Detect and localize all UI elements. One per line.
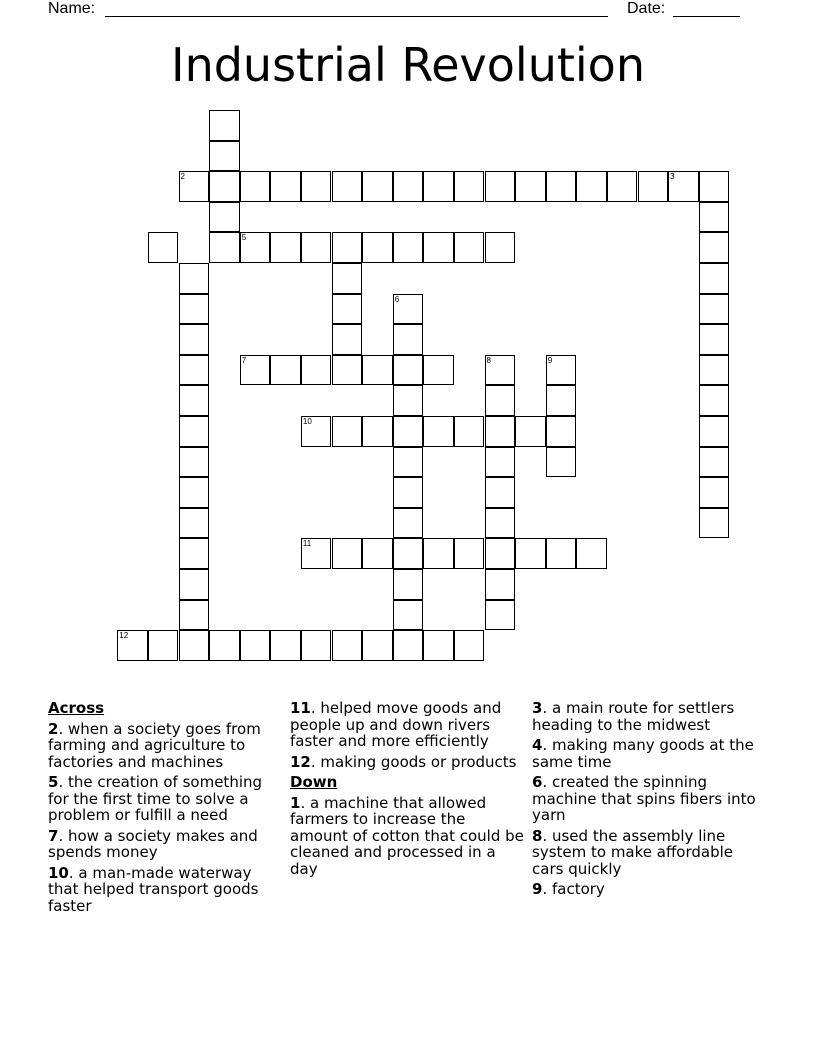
grid-cell[interactable] — [423, 416, 454, 447]
clue-number: 9 — [547, 355, 553, 365]
clue-number: 10 — [302, 417, 312, 426]
grid-cell[interactable] — [270, 171, 301, 202]
grid-cell[interactable] — [301, 538, 332, 569]
grid-cell[interactable] — [179, 385, 210, 416]
grid-cell[interactable] — [332, 538, 363, 569]
name-label: Name: — [48, 0, 96, 17]
grid-cell[interactable] — [179, 630, 210, 661]
clue-item-text: the creation of something for the first time to solve a problem or fulfill a need — [48, 773, 263, 824]
grid-cell[interactable] — [332, 416, 363, 447]
grid-cell[interactable] — [607, 171, 638, 202]
clue-number: 8 — [486, 355, 491, 365]
grid-cell[interactable] — [423, 630, 454, 661]
grid-cell[interactable] — [148, 232, 179, 263]
grid-cell[interactable] — [179, 416, 210, 447]
grid-cell[interactable] — [576, 538, 607, 569]
clue-item-number: 4 — [532, 736, 543, 754]
grid-cell[interactable] — [240, 630, 271, 661]
clue-item-text: making many goods at the same time — [532, 736, 754, 771]
clue-item-number: 12 — [290, 752, 311, 771]
grid-cell[interactable] — [699, 447, 730, 478]
grid-cell[interactable] — [117, 630, 148, 661]
grid-cell[interactable] — [699, 202, 730, 233]
grid-cell[interactable] — [240, 171, 271, 202]
grid-cell[interactable] — [699, 416, 730, 447]
grid-cell[interactable] — [546, 538, 577, 569]
grid-cell[interactable] — [179, 508, 210, 539]
grid-cell[interactable] — [209, 202, 240, 233]
clue-item: 4. making many goods at the same time — [532, 736, 754, 771]
grid-cell[interactable] — [485, 447, 516, 478]
down-heading: Down — [290, 773, 338, 791]
grid-cell[interactable] — [393, 477, 424, 508]
clue-item-number: 2 — [48, 719, 59, 738]
grid-cell[interactable] — [423, 355, 454, 386]
clue-item-text: making goods or products — [320, 752, 517, 771]
grid-cell[interactable] — [179, 171, 210, 202]
grid-cell[interactable] — [362, 538, 393, 569]
clue-item: 1. a machine that allowed farmers to increase the amount of cotton that could be cleaned and processed in a day — [290, 793, 524, 878]
clue-item-number: 7 — [48, 826, 59, 845]
grid-cell[interactable] — [332, 294, 363, 325]
grid-cell[interactable] — [209, 171, 240, 202]
clue-item-number: 9 — [532, 880, 543, 898]
clues-column-3 — [532, 700, 762, 902]
grid-cell[interactable] — [393, 294, 424, 325]
clue-item-text: created the spinning machine that spins fibers into yarn — [532, 773, 756, 824]
grid-cell[interactable] — [209, 232, 240, 263]
grid-cell[interactable] — [423, 232, 454, 263]
grid-cell[interactable] — [546, 416, 577, 447]
grid-cell[interactable] — [515, 171, 546, 202]
grid-cell[interactable] — [485, 385, 516, 416]
clue-item: 11. helped move goods and people up and down rivers faster and more efficiently — [290, 699, 502, 750]
clue-item-number: 6 — [532, 773, 543, 791]
clue-item-number: 11 — [290, 699, 311, 717]
grid-cell[interactable] — [148, 630, 179, 661]
grid-cell[interactable] — [393, 538, 424, 569]
clue-item: 7. how a society makes and spends money — [48, 826, 258, 861]
clue-item: 10. a man-made waterway that helped transport goods faster — [48, 863, 259, 915]
clue-item-text: factory — [551, 880, 605, 898]
grid-cell[interactable] — [546, 385, 577, 416]
clues-column-2 — [290, 700, 524, 881]
grid-cell[interactable] — [546, 171, 577, 202]
grid-cell[interactable] — [393, 630, 424, 661]
clue-item-text: how a society makes and spends money — [48, 826, 258, 861]
grid-cell[interactable] — [393, 447, 424, 478]
grid-cell[interactable] — [638, 171, 669, 202]
grid-cell[interactable] — [393, 232, 424, 263]
page-title: Industrial Revolution — [171, 38, 645, 92]
grid-cell[interactable] — [179, 538, 210, 569]
clue-number: 5 — [241, 233, 247, 243]
clue-item-text: a machine that allowed farmers to increase the amount of cotton that could be cleaned and processed in a day — [290, 793, 524, 878]
grid-cell[interactable] — [362, 171, 393, 202]
across-clue-list — [48, 721, 286, 915]
grid-cell[interactable] — [699, 232, 730, 263]
grid-cell[interactable] — [699, 324, 730, 355]
clue-item-text: when a society goes from farming and agriculture to factories and machines — [48, 719, 261, 771]
grid-cell[interactable] — [301, 630, 332, 661]
grid-cell[interactable] — [332, 324, 363, 355]
grid-cell[interactable] — [301, 232, 332, 263]
grid-cell[interactable] — [393, 171, 424, 202]
clue-item: 3. a main route for settlers heading to the midwest — [532, 699, 735, 734]
across-heading: Across — [48, 699, 105, 717]
grid-cell[interactable] — [270, 232, 301, 263]
grid-cell[interactable] — [332, 263, 363, 294]
grid-cell[interactable] — [485, 355, 516, 386]
grid-cell[interactable] — [179, 600, 210, 631]
grid-cell[interactable] — [393, 600, 424, 631]
down-clue-list-continued — [532, 700, 762, 898]
grid-cell[interactable] — [301, 355, 332, 386]
grid-cell[interactable] — [362, 355, 393, 386]
grid-cell[interactable] — [699, 355, 730, 386]
grid-cell[interactable] — [485, 508, 516, 539]
grid-cell[interactable] — [485, 600, 516, 631]
grid-cell[interactable] — [301, 171, 332, 202]
grid-cell[interactable] — [454, 630, 485, 661]
grid-cell[interactable] — [179, 477, 210, 508]
clue-item-number: 3 — [532, 699, 543, 717]
grid-cell[interactable] — [332, 171, 363, 202]
grid-cell[interactable] — [699, 508, 730, 539]
grid-cell[interactable] — [209, 141, 240, 172]
grid-cell[interactable] — [240, 232, 271, 263]
grid-cell[interactable] — [423, 171, 454, 202]
grid-cell[interactable] — [546, 355, 577, 386]
clue-item-number: 8 — [532, 826, 543, 845]
clue-item-number: 10 — [48, 863, 69, 882]
clue-number: 7 — [241, 355, 247, 365]
grid-cell[interactable] — [332, 630, 363, 661]
grid-cell[interactable] — [179, 263, 210, 294]
clue-item-text: a main route for settlers heading to the midwest — [532, 699, 735, 734]
down-clue-list — [290, 795, 524, 878]
grid-cell[interactable] — [423, 538, 454, 569]
grid-cell[interactable] — [454, 416, 485, 447]
clue-number: 11 — [302, 539, 312, 549]
grid-cell[interactable] — [209, 630, 240, 661]
clue-item: 6. created the spinning machine that spins fibers into yarn — [532, 773, 756, 824]
grid-cell[interactable] — [301, 416, 332, 447]
grid-cell[interactable] — [362, 232, 393, 263]
grid-cell[interactable] — [485, 416, 516, 447]
grid-cell[interactable] — [270, 355, 301, 386]
grid-cell[interactable] — [485, 569, 516, 600]
grid-cell[interactable] — [362, 630, 393, 661]
grid-cell[interactable] — [515, 538, 546, 569]
clues-column-1 — [48, 700, 286, 918]
across-clue-list-continued — [290, 700, 524, 770]
grid-cell[interactable] — [485, 477, 516, 508]
clue-item-text: a man-made waterway that helped transport goods faster — [48, 863, 259, 915]
grid-cell[interactable] — [699, 477, 730, 508]
grid-cell[interactable] — [576, 171, 607, 202]
grid-cell[interactable] — [485, 171, 516, 202]
clue-item: 9. factory — [532, 880, 605, 898]
grid-cell[interactable] — [699, 171, 730, 202]
grid-cell[interactable] — [668, 171, 699, 202]
clue-item: 5. the creation of something for the first time to solve a problem or fulfill a need — [48, 773, 263, 824]
clue-number: 12 — [119, 631, 129, 641]
clue-item-number: 5 — [48, 773, 59, 791]
grid-cell[interactable] — [209, 110, 240, 141]
grid-cell[interactable] — [362, 416, 393, 447]
grid-cell[interactable] — [546, 447, 577, 478]
grid-cell[interactable] — [699, 294, 730, 325]
clue-item-text: helped move goods and people up and down rivers faster and more efficiently — [290, 699, 502, 750]
clue-number: 2 — [180, 172, 185, 182]
clue-item-number: 1 — [290, 793, 301, 812]
grid-cell[interactable] — [393, 416, 424, 447]
clue-item: 8. used the assembly line system to make affordable cars quickly — [532, 826, 734, 878]
clue-item: 12. making goods or products — [290, 752, 517, 771]
grid-cell[interactable] — [485, 538, 516, 569]
grid-cell[interactable] — [393, 324, 424, 355]
grid-cell[interactable] — [240, 355, 271, 386]
grid-cell[interactable] — [699, 385, 730, 416]
grid-cell[interactable] — [179, 569, 210, 600]
grid-cell[interactable] — [270, 630, 301, 661]
grid-cell[interactable] — [179, 294, 210, 325]
grid-cell[interactable] — [699, 263, 730, 294]
date-label: Date: — [627, 0, 666, 17]
clue-number: 6 — [394, 294, 400, 304]
grid-cell[interactable] — [179, 447, 210, 478]
grid-cell[interactable] — [515, 416, 546, 447]
grid-cell[interactable] — [332, 232, 363, 263]
clue-item: 2. when a society goes from farming and agriculture to factories and machines — [48, 719, 261, 771]
grid-cell[interactable] — [332, 355, 363, 386]
grid-cell[interactable] — [393, 355, 424, 386]
grid-cell[interactable] — [485, 232, 516, 263]
grid-cell[interactable] — [454, 538, 485, 569]
grid-cell[interactable] — [454, 232, 485, 263]
grid-cell[interactable] — [179, 355, 210, 386]
grid-cell[interactable] — [454, 171, 485, 202]
grid-cell[interactable] — [393, 508, 424, 539]
grid-cell[interactable] — [393, 385, 424, 416]
grid-cell[interactable] — [179, 324, 210, 355]
clue-item-text: used the assembly line system to make affordable cars quickly — [532, 826, 734, 878]
clue-number: 3 — [670, 172, 675, 182]
grid-cell[interactable] — [393, 569, 424, 600]
